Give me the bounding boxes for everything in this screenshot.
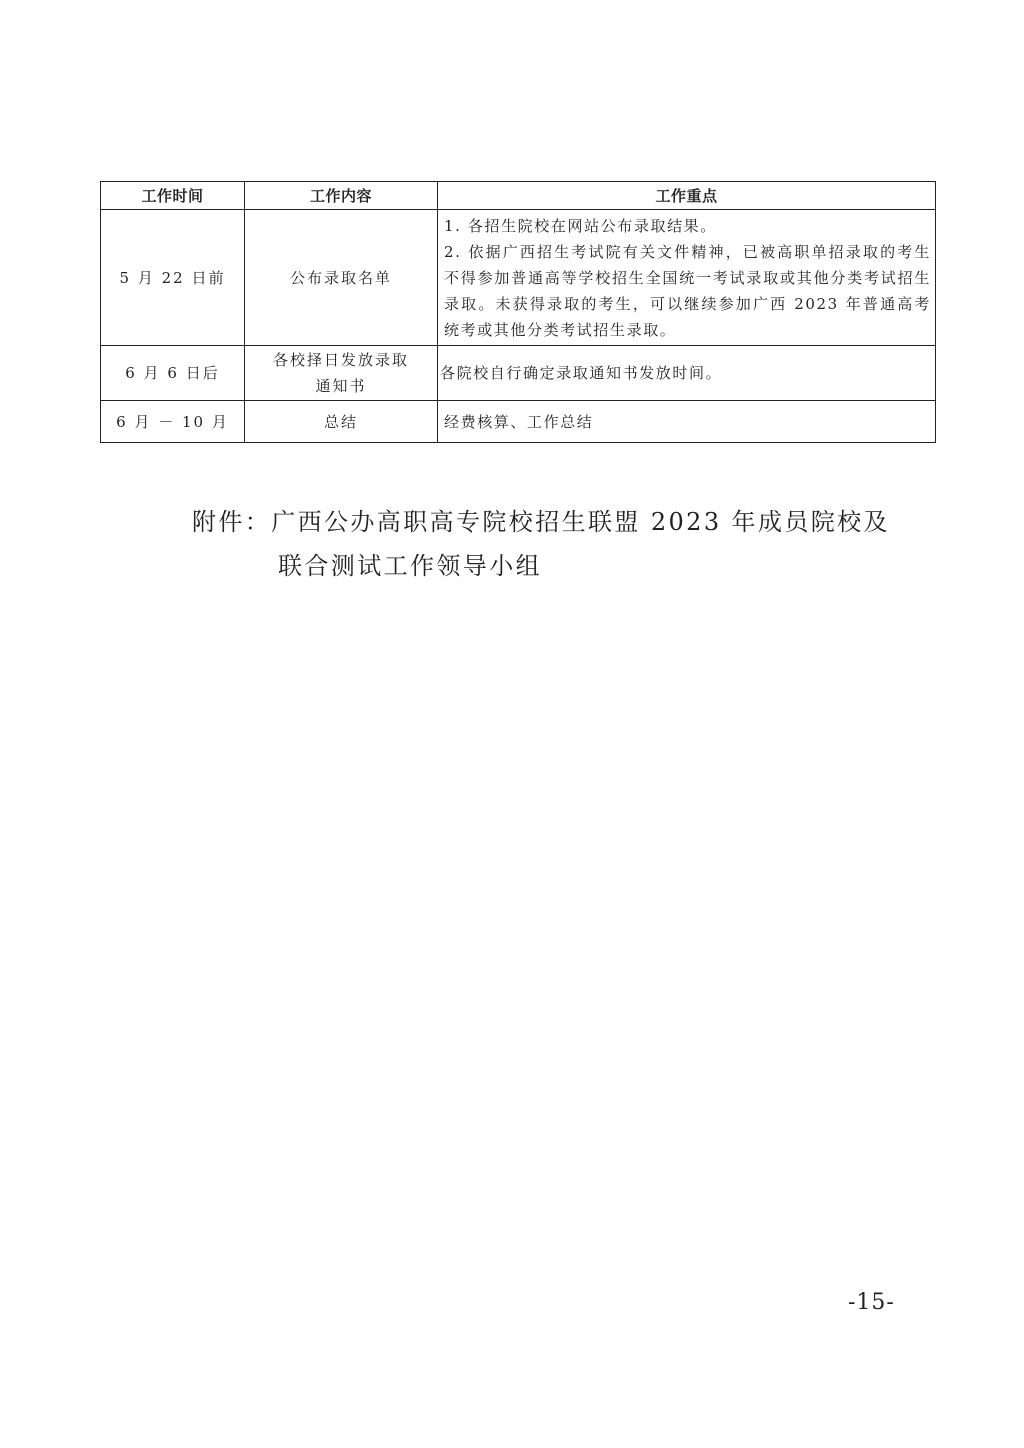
- attachment-line-2: 联合测试工作领导小组: [278, 552, 542, 580]
- header-content: 工作内容: [245, 182, 438, 210]
- page-number: -15-: [848, 1290, 895, 1315]
- table-row: [101, 210, 936, 346]
- table-row: [101, 401, 936, 443]
- focus-item: 2. 依据广西招生考试院有关文件精神，已被高职单招录取的考生不得参加普通高等学校招生全国统一考试录取或其他分类考试招生录取。未获得录取的考生，可以继续参加广西 2023 年普通高考统考或其他分类考试招生录取。: [444, 242, 931, 339]
- cell-time: 5 月 22 日前: [101, 210, 245, 346]
- cell-content: 总结: [245, 401, 438, 443]
- table-row: [101, 346, 936, 401]
- cell-focus: [438, 401, 936, 443]
- cell-time: 6 月 6 日后: [101, 346, 245, 401]
- attachment-note: [192, 500, 932, 588]
- table-header-row: [101, 182, 936, 210]
- cell-time: 6 月 － 10 月: [101, 401, 245, 443]
- cell-focus: [438, 346, 936, 401]
- attachment-line-1: 广西公办高职高专院校招生联盟 2023 年成员院校及: [271, 508, 890, 536]
- header-time: 工作时间: [101, 182, 245, 210]
- attachment-label: 附件：: [192, 508, 272, 536]
- focus-item: 各院校自行确定录取通知书发放时间。: [440, 364, 723, 382]
- cell-content: 各校择日发放录取通知书: [245, 346, 438, 401]
- schedule-table: [100, 181, 936, 443]
- cell-content: 公布录取名单: [245, 210, 438, 346]
- focus-item: 经费核算、工作总结: [444, 412, 594, 431]
- cell-focus: [438, 210, 936, 346]
- focus-item: 1. 各招生院校在网站公布录取结果。: [444, 216, 717, 235]
- header-focus: 工作重点: [438, 182, 936, 210]
